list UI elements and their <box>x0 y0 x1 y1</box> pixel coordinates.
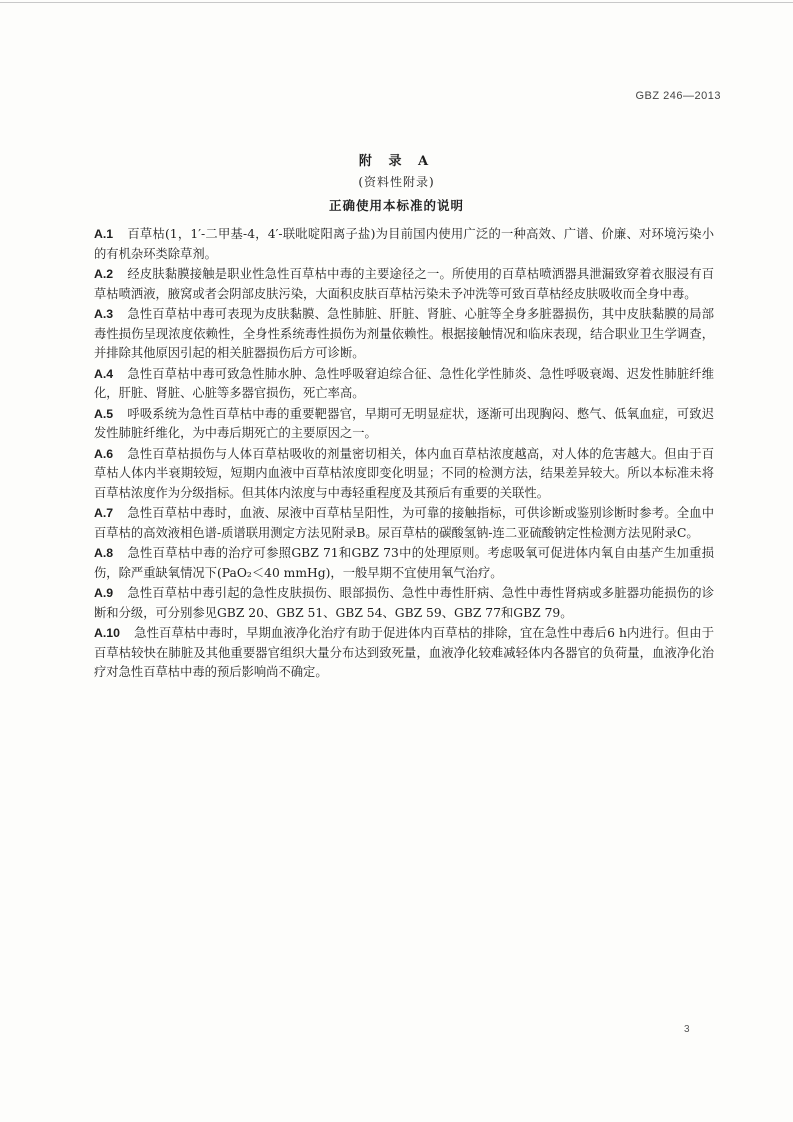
clause-a8 <box>94 544 714 583</box>
appendix-type: (资料性附录) <box>358 175 435 189</box>
standard-code: GBZ 246—2013 <box>635 90 721 102</box>
appendix-title: 附 录 A <box>358 154 435 169</box>
clause-a7 <box>94 504 714 543</box>
clause-number: A.4 <box>94 366 114 381</box>
clause-number: A.10 <box>94 626 120 640</box>
clause-number: A.2 <box>94 267 114 281</box>
clause-text: 急性百草枯中毒可表现为皮肤黏膜、急性肺脏、肝脏、肾脏、心脏等全身多脏器损伤，其中皮肤黏膜的局部毒性损伤呈现浓度依赖性，全身性系统毒性损伤为剂量依赖性。根据接触情况和临床表现，结合职业卫生学调查，并排除其他原因引起的相关脏器损伤后方可诊断。 <box>94 307 714 360</box>
clause-a10 <box>94 624 714 683</box>
appendix-body <box>94 225 714 684</box>
clause-number: A.3 <box>94 307 114 321</box>
clause-text: 急性百草枯中毒的治疗可参照GBZ 71和GBZ 73中的处理原则。考虑吸氧可促进体内氧自由基产生加重损伤，除严重缺氧情况下(PaO₂＜40 mmHg)，一般早期不宜使用氧气治疗。 <box>94 546 714 580</box>
clause-text: 急性百草枯中毒时，早期血液净化治疗有助于促进体内百草枯的排除，宜在急性中毒后6 h内进行。但由于百草枯较快在肺脏及其他重要器官组织大量分布达到致死量，血液净化较难减轻体内各器官的负荷量，血液净化治疗对急性百草枯中毒的预后影响尚不确定。 <box>94 626 714 679</box>
clause-number: A.7 <box>94 506 114 520</box>
clause-text: 急性百草枯损伤与人体百草枯吸收的剂量密切相关，体内血百草枯浓度越高，对人体的危害越大。但由于百草枯人体内半衰期较短，短期内血液中百草枯浓度即变化明显；不同的检测方法，结果差异较大。所以本标准未将百草枯浓度作为分级指标。但其体内浓度与中毒轻重程度及其预后有重要的关联性。 <box>94 446 714 500</box>
scan-edge-line <box>0 2 793 3</box>
clause-a6 <box>94 445 714 504</box>
clause-text: 百草枯(1，1′-二甲基-4，4′-联吡啶阳离子盐)为目前国内使用广泛的一种高效、广谱、价廉、对环境污染小的有机杂环类除草剂。 <box>94 227 714 261</box>
clause-text: 经皮肤黏膜接触是职业性急性百草枯中毒的主要途径之一。所使用的百草枯喷洒器具泄漏致穿着衣服浸有百草枯喷洒液，腋窝或者会阴部皮肤污染，大面积皮肤百草枯污染未予冲洗等可致百草枯经皮肤吸收而全身中毒。 <box>94 267 714 301</box>
clause-number: A.5 <box>94 406 114 421</box>
page-number: 3 <box>684 1024 690 1035</box>
clause-a5 <box>94 405 714 444</box>
clause-a9 <box>94 584 714 623</box>
appendix-subtitle: 正确使用本标准的说明 <box>328 198 464 213</box>
clause-a3 <box>94 305 714 364</box>
clause-a2 <box>94 265 714 304</box>
clause-text: 呼吸系统为急性百草枯中毒的重要靶器官，早期可无明显症状，逐渐可出现胸闷、憋气、低氧血症，可致迟发性肺脏纤维化，为中毒后期死亡的主要原因之一。 <box>94 406 714 440</box>
clause-a1 <box>94 225 714 264</box>
clause-number: A.9 <box>94 586 114 600</box>
clause-text: 急性百草枯中毒时，血液、尿液中百草枯呈阳性，为可靠的接触指标，可供诊断或鉴别诊断时参考。全血中百草枯的高效液相色谱-质谱联用测定方法见附录B。尿百草枯的碳酸氢钠-连二亚硫酸钠定性检测方法见附录C。 <box>94 506 714 540</box>
clause-text: 急性百草枯中毒可致急性肺水肿、急性呼吸窘迫综合征、急性化学性肺炎、急性呼吸衰竭、迟发性肺脏纤维化，肝脏、肾脏、心脏等多器官损伤，死亡率高。 <box>94 366 714 400</box>
clause-a4 <box>94 365 714 404</box>
clause-number: A.6 <box>94 446 114 461</box>
clause-number: A.8 <box>94 546 114 560</box>
clause-text: 急性百草枯中毒引起的急性皮肤损伤、眼部损伤、急性中毒性肝病、急性中毒性肾病或多脏器功能损伤的诊断和分级，可分别参见GBZ 20、GBZ 51、GBZ 54、GBZ 59、GBZ 77和GBZ 79。 <box>94 586 714 620</box>
clause-number: A.1 <box>94 227 114 241</box>
